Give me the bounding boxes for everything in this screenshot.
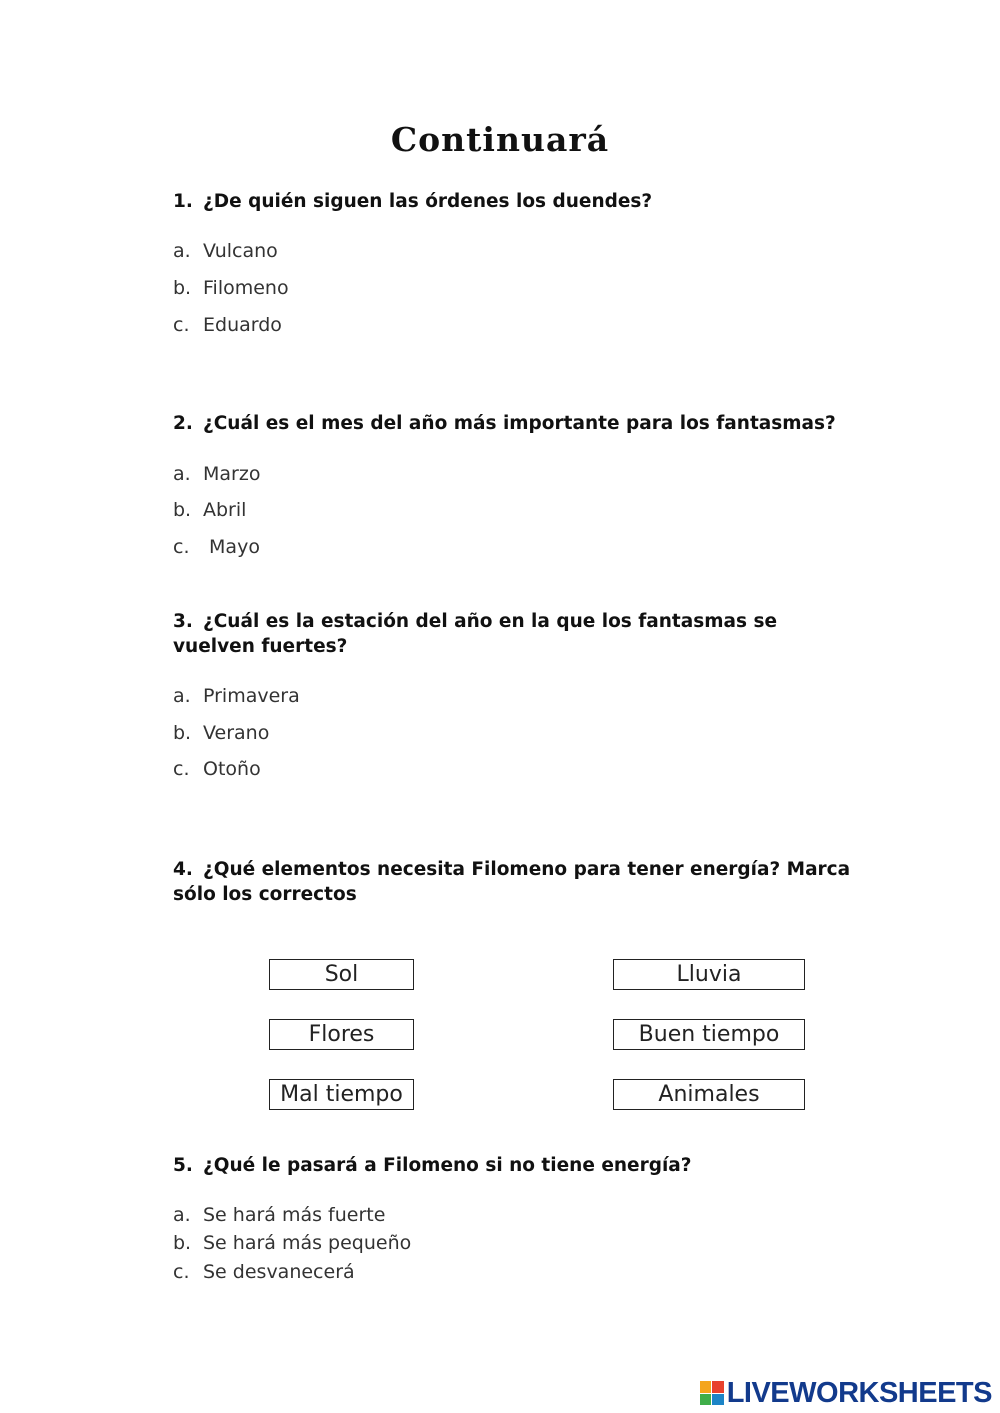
liveworksheets-branding	[700, 1377, 992, 1409]
option-5c[interactable]: c. Se desvanecerá	[173, 1261, 355, 1283]
choice-box-animales[interactable]: Animales	[613, 1079, 805, 1110]
option-1c[interactable]: c. Eduardo	[173, 314, 282, 336]
question-text: ¿Qué elementos necesita Filomeno para tener energía? Marca sólo los correctos	[173, 859, 851, 905]
question-4	[173, 857, 853, 907]
choice-box-lluvia[interactable]: Lluvia	[613, 959, 805, 990]
option-2a[interactable]: a. Marzo	[173, 463, 261, 485]
question-text: ¿De quién siguen las órdenes los duendes?	[203, 191, 653, 212]
worksheet-title: Continuará	[390, 120, 610, 159]
choice-box-sol[interactable]: Sol	[269, 959, 414, 990]
question-number: 2.	[173, 413, 193, 434]
question-1	[173, 189, 853, 214]
question-number: 3.	[173, 611, 193, 632]
option-2b[interactable]: b. Abril	[173, 499, 247, 521]
choice-box-flores[interactable]: Flores	[269, 1019, 414, 1050]
option-2c[interactable]: c. Mayo	[173, 536, 260, 558]
option-5a[interactable]: a. Se hará más fuerte	[173, 1204, 386, 1226]
question-text: ¿Cuál es el mes del año más importante para los fantasmas?	[203, 413, 836, 434]
option-1a[interactable]: a. Vulcano	[173, 240, 278, 262]
question-text: ¿Cuál es la estación del año en la que los fantasmas se vuelven fuertes?	[173, 611, 778, 657]
question-2	[173, 411, 853, 436]
option-3b[interactable]: b. Verano	[173, 722, 270, 744]
choice-box-mal-tiempo[interactable]: Mal tiempo	[269, 1079, 414, 1110]
question-3	[173, 609, 853, 659]
option-5b[interactable]: b. Se hará más pequeño	[173, 1232, 412, 1254]
brand-name: LIVEWORKSHEETS	[726, 1376, 992, 1409]
option-3a[interactable]: a. Primavera	[173, 685, 300, 707]
question-number: 4.	[173, 859, 193, 880]
question-number: 5.	[173, 1155, 193, 1176]
question-5	[173, 1153, 853, 1178]
question-text: ¿Qué le pasará a Filomeno si no tiene energía?	[203, 1155, 692, 1176]
liveworksheets-logo-icon	[700, 1381, 724, 1405]
question-number: 1.	[173, 191, 193, 212]
option-1b[interactable]: b. Filomeno	[173, 277, 289, 299]
choice-box-buen-tiempo[interactable]: Buen tiempo	[613, 1019, 805, 1050]
option-3c[interactable]: c. Otoño	[173, 758, 261, 780]
